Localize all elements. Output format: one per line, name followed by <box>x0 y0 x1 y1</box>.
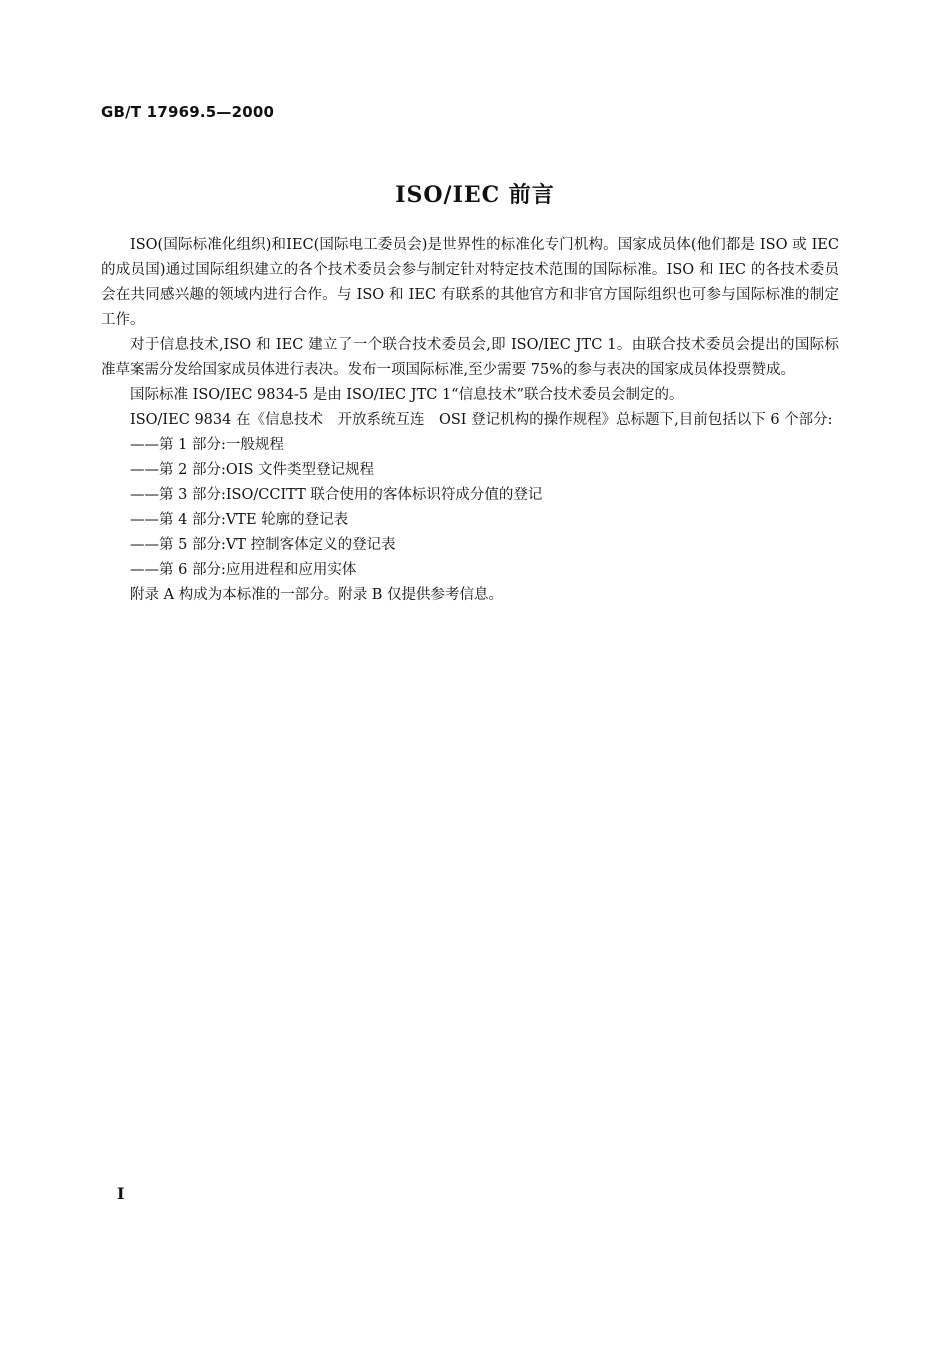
page-title: ISO/IEC 前言 <box>395 182 555 208</box>
list-item-part-4: ——第 4 部分:VTE 轮廓的登记表 <box>130 512 349 528</box>
list-item-part-2: ——第 2 部分:OIS 文件类型登记规程 <box>130 462 374 478</box>
paragraph-standard-origin: 国际标准 ISO/IEC 9834-5 是由 ISO/IEC JTC 1“信息技术”联合技术委员会制定的。 <box>130 387 684 403</box>
paragraph-iso-iec-intro: ISO(国际标准化组织)和IEC(国际电工委员会)是世界性的标准化专门机构。国家成员体(他们都是 ISO 或 IEC 的成员国)通过国际组织建立的各个技术委员会参与制定针对特定技术范围的国际标准。ISO 和 IEC 的各技术委员会在共同感兴趣的领域内进行合作。与 ISO 和 IEC 有联系的其他官方和非官方国际组织也可参与国际标准的制定工作。 <box>101 237 839 328</box>
list-item-part-6: ——第 6 部分:应用进程和应用实体 <box>130 562 357 578</box>
page-number: I <box>117 1184 125 1203</box>
document-number-header: GB/T 17969.5—2000 <box>101 103 275 121</box>
list-item-part-5: ——第 5 部分:VT 控制客体定义的登记表 <box>130 537 396 553</box>
paragraph-jtc1: 对于信息技术,ISO 和 IEC 建立了一个联合技术委员会,即 ISO/IEC JTC 1。由联合技术委员会提出的国际标准草案需分发给国家成员体进行表决。发布一项国际标准,至少需要 75%的参与表决的国家成员体投票赞成。 <box>101 337 839 378</box>
annex-note: 附录 A 构成为本标准的一部分。附录 B 仅提供参考信息。 <box>130 587 504 603</box>
document-body <box>101 233 839 608</box>
paragraph-parts-intro: ISO/IEC 9834 在《信息技术 开放系统互连 OSI 登记机构的操作规程》总标题下,目前包括以下 6 个部分: <box>130 412 833 428</box>
list-item-part-1: ——第 1 部分:一般规程 <box>130 437 284 453</box>
list-item-part-3: ——第 3 部分:ISO/CCITT 联合使用的客体标识符成分值的登记 <box>130 487 543 503</box>
